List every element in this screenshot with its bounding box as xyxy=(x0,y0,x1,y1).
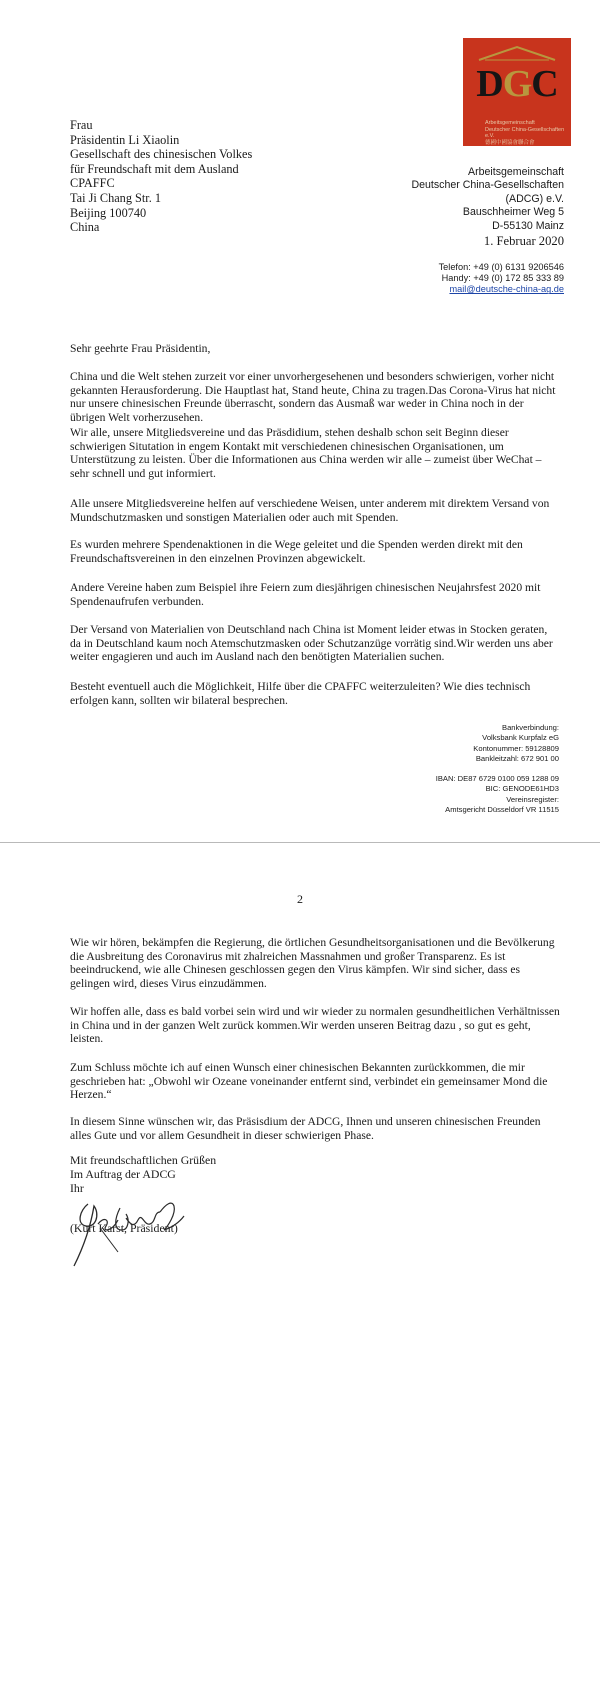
contact-block xyxy=(439,262,564,296)
email-link[interactable]: mail@deutsche-china-ag.de xyxy=(449,284,564,295)
letter-date: 1. Februar 2020 xyxy=(483,234,564,248)
recipient-line: Frau xyxy=(70,118,93,132)
signer-name: (Kurt Karst, Präsident) xyxy=(70,1221,178,1235)
bank-line: Volksbank Kurpfalz eG xyxy=(482,733,559,743)
page-number: 2 xyxy=(297,892,303,906)
recipient-line: China xyxy=(70,220,100,235)
bank-line: Amtsgericht Düsseldorf VR 11515 xyxy=(445,805,559,815)
recipient-line: für Freundschaft mit dem Ausland xyxy=(70,161,239,176)
closing-line: Ihr xyxy=(70,1181,84,1195)
dgc-logo xyxy=(463,38,571,146)
recipient-line: Beijing 100740 xyxy=(70,205,147,220)
recipient-line: Präsidentin Li Xiaolin xyxy=(70,132,180,147)
bank-line: Bankleitzahl: 672 901 00 xyxy=(475,753,559,763)
bank-details xyxy=(436,723,559,815)
body-paragraph: Besteht eventuell auch die Möglichkeit, Hilfe über die CPAFFC weiterzuleiten? Wie dies technisch erfolgen kann, sollten wir bilateral besprechen. xyxy=(70,680,531,707)
logo-text: DGC xyxy=(476,63,558,105)
bank-line: Bankverbindung: xyxy=(502,723,559,732)
logo-subtitle xyxy=(485,120,567,146)
recipient-line: Tai Ji Chang Str. 1 xyxy=(70,190,162,205)
body-paragraph: In diesem Sinne wünschen wir, das Präsisdium der ADCG, Ihnen und unseren chinesischen Freunden alles Gute und vor allem Gesundheit in dieser schwierigen Phase. xyxy=(70,1115,541,1142)
recipient-address xyxy=(70,118,252,235)
bank-line: Vereinsregister: xyxy=(506,794,559,804)
logo-letters xyxy=(463,62,571,106)
phone-number: Telefon: +49 (0) 6131 9206546 xyxy=(438,262,564,272)
sender-line: D-55130 Mainz xyxy=(492,219,564,232)
body-paragraph: Andere Vereine haben zum Beispiel ihre Feiern zum diesjährigen chinesischen Neujahrsfest 2020 mit Spendenaufrufen verbunden. xyxy=(70,581,541,608)
body-paragraph: Es wurden mehrere Spendenaktionen in die Wege geleitet und die Spenden werden direkt mit den Freundschaftsvereinen in den einzelnen Provinzen abgewickelt. xyxy=(70,538,523,565)
body-paragraph: Alle unsere Mitgliedsvereine helfen auf verschiedene Weisen, unter anderem mit direktem Versand von Mundschutzmasken und sonstigen Materialien oder auch mit Spenden. xyxy=(70,497,550,524)
sender-line: Bauschheimer Weg 5 xyxy=(462,206,564,219)
recipient-line: Gesellschaft des chinesischen Volkes xyxy=(70,147,253,162)
sender-line: (ADCG) e.V. xyxy=(505,192,564,205)
body-paragraph: Zum Schluss möchte ich auf einen Wunsch einer chinesischen Bekannten zurückkommen, die mir geschrieben hat: „Obwohl wir Ozeane voneinander entfernt sind, verbindet ein gemeinsamer Mond die Herzen.“ xyxy=(70,1061,548,1101)
closing-line: Mit freundschaftlichen Grüßen xyxy=(70,1153,217,1167)
bank-line: BIC: GENODE61HD3 xyxy=(485,784,559,794)
sender-line: Arbeitsgemeinschaft xyxy=(468,166,564,178)
body-paragraph: Wie wir hören, bekämpfen die Regierung, die örtlichen Gesundheitsorganisationen und die Bevölkerung die Ausbreitung des Coronavirus mit zhalreichen Massnahmen und großer Transparenz. Es ist beeindruckend, wie alle Chinesen geschlossen gegen den Virus kämpfen. Wir sind sicher, dass es gelingen wird, dieses Virus einzudämmen. xyxy=(70,936,555,990)
body-paragraph: Wir alle, unsere Mitgliedsvereine und das Präsdidium, stehen deshalb schon seit Beginn dieser schwierigen Situtation in engem Kontakt mit verschiedenen chinesischen Organisationen, um Unterstützung zu leisten. Über die Informationen aus China werden wir alle – zumeist über WeChat – sehr schnell und gut informiert. xyxy=(70,426,542,480)
bank-line: IBAN: DE87 6729 0100 059 1288 09 xyxy=(435,774,559,784)
handwritten-signature xyxy=(70,1190,200,1270)
spacer xyxy=(436,764,559,774)
sender-line: Deutscher China-Gesellschaften xyxy=(411,179,564,192)
sender-address xyxy=(411,166,564,233)
body-paragraph: China und die Welt stehen zurzeit vor einer unvorhergesehenen und besonders schwierigen, vorher nicht gekannten Herausforderung. Die Hauptlast hat, Stand heute, China zu tragen.Das Corona-Virus hat nicht nur unsere chinesischen Freunde überrascht, sondern das Ausmaß war weder in China noch in der übrigen Welt vorherzusehen. xyxy=(70,370,556,424)
body-paragraph: Wir hoffen alle, dass es bald vorbei sein wird und wir wieder zu normalen gesundheitlichen Verhältnissen in China und in der ganzen Welt zurück kommen.Wir werden unseren Beitrag dazu , so gut es geht, leisten. xyxy=(70,1005,560,1045)
closing-line: Im Auftrag der ADCG xyxy=(70,1167,176,1181)
logo-subtitle-line: 德國中國協會聯合會 xyxy=(485,139,535,146)
page-divider xyxy=(0,842,600,843)
bank-line: Kontonummer: 59128809 xyxy=(473,743,559,753)
roof-icon xyxy=(471,44,563,62)
logo-subtitle-line: Deutscher China-Gesellschaften e.V. xyxy=(485,126,565,139)
mobile-number: Handy: +49 (0) 172 85 333 89 xyxy=(441,273,564,284)
salutation: Sehr geehrte Frau Präsidentin, xyxy=(70,342,211,355)
recipient-line: CPAFFC xyxy=(70,176,115,191)
logo-subtitle-line: Arbeitsgemeinschaft xyxy=(485,120,535,126)
body-paragraph: Der Versand von Materialien von Deutschland nach China ist Moment leider etwas in Stocken geraten, da in Deutschland kaum noch Atemschutzmasken oder Schutzanzüge vorrätig sind.Wir werden uns aber weiter engagieren und auch im Ausland nach den benötigten Materialien suchen. xyxy=(70,623,553,663)
